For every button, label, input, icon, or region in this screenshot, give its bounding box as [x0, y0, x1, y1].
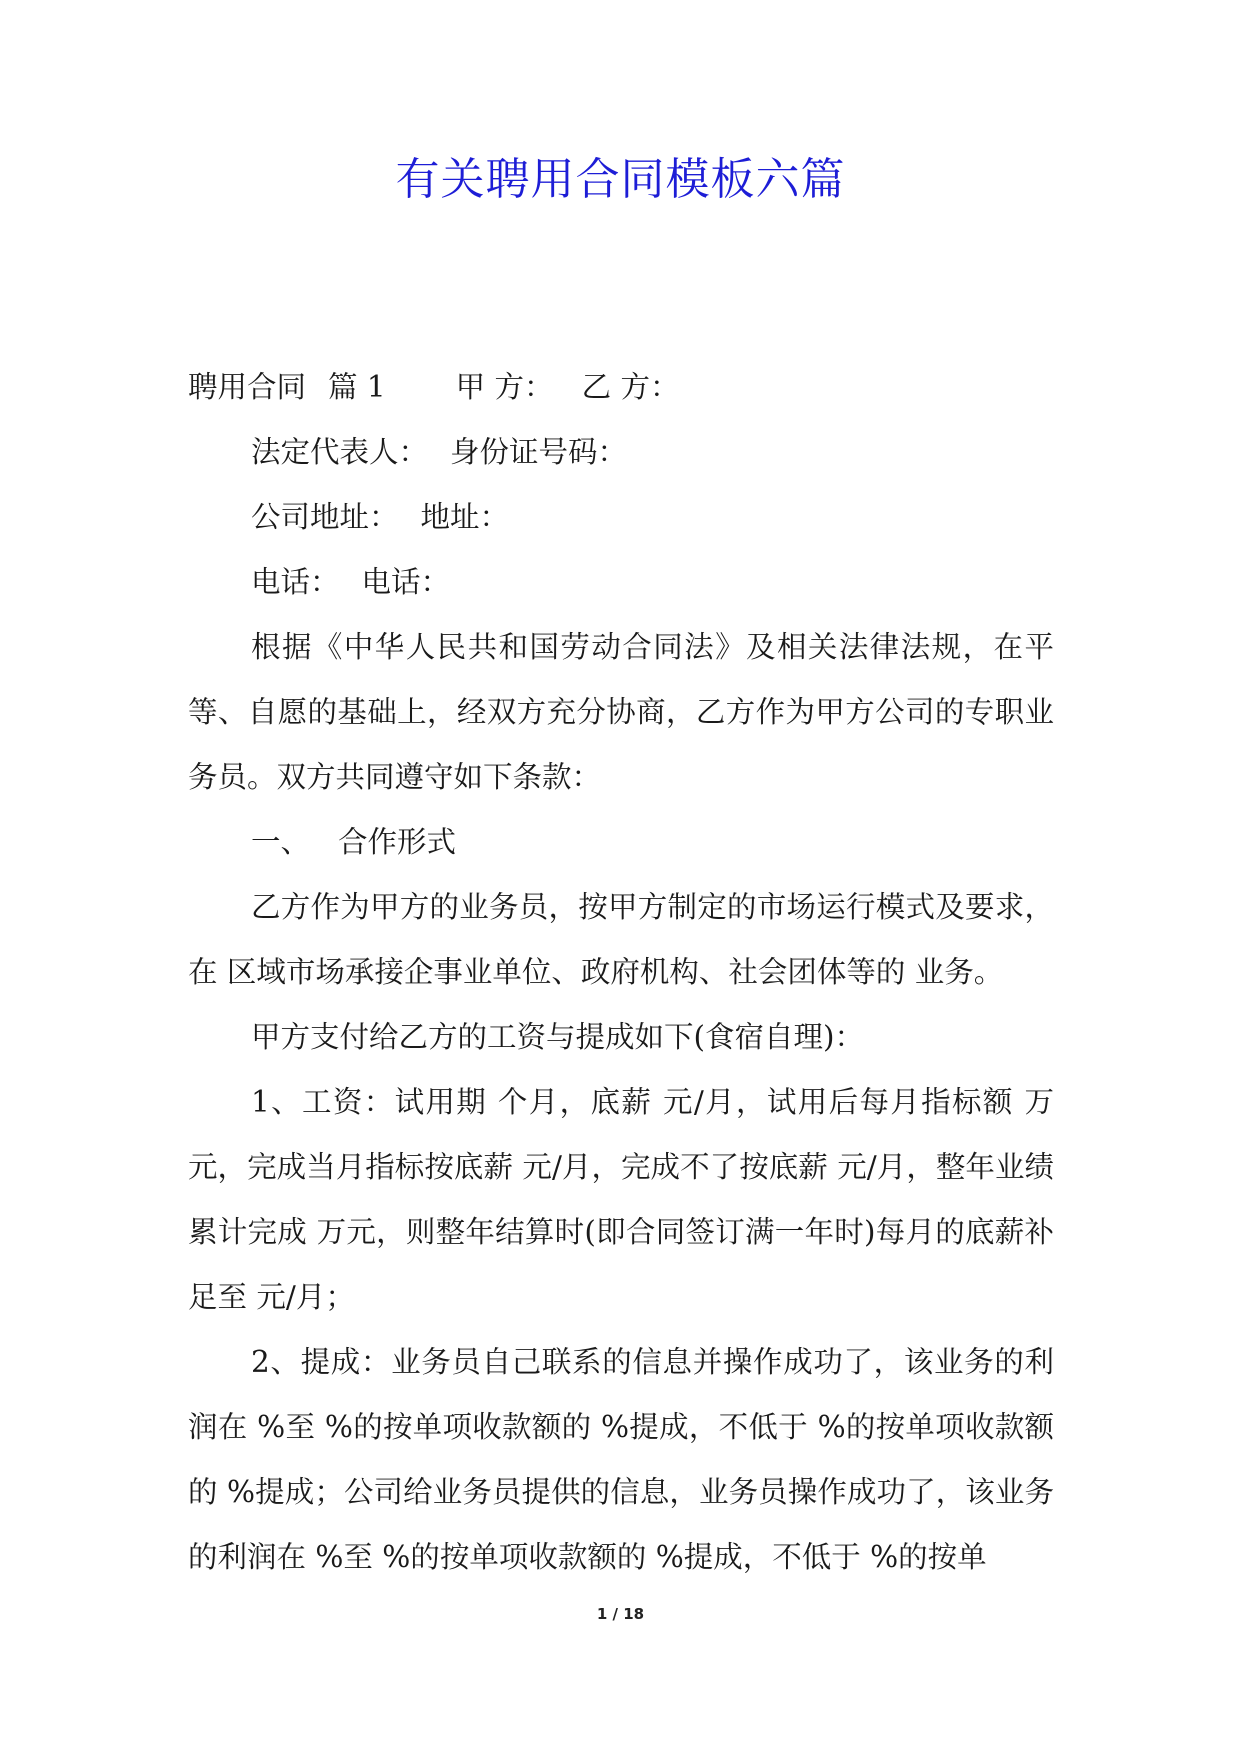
address-line: [188, 485, 1054, 550]
section-title: 合作形式: [338, 825, 457, 859]
document-body: [188, 355, 1054, 1590]
pay-intro-paragraph: 甲方支付给乙方的工资与提成如下(食宿自理)：: [251, 1020, 865, 1054]
salary-paragraph: 1、工资：试用期 个月，底薪 元/月，试用后每月指标额 万元，完成当月指标按底薪 元/月，完成不了按底薪 元/月，整年业绩累计完成 万元，则整年结算时(即合同签订满一年时)每月的底薪补足至 元/月；: [188, 1085, 1054, 1314]
phone-line: [188, 550, 1054, 615]
party-a-label: 甲 方：: [455, 370, 554, 404]
party-b-label: 乙 方：: [581, 370, 680, 404]
phone-a-label: 电话：: [251, 565, 340, 599]
commission-paragraph: 2、提成：业务员自己联系的信息并操作成功了，该业务的利润在 %至 %的按单项收款额的 %提成，不低于 %的按单项收款额的 %提成；公司给业务员提供的信息，业务员操作成功了，该业务的利润在 %至 %的按单项收款额的 %提成，不低于 %的按单: [188, 1345, 1054, 1574]
section-number: 一、: [251, 825, 311, 859]
section-heading: [188, 810, 1054, 875]
contract-label: 聘用合同: [188, 370, 307, 404]
intro-paragraph: 根据《中华人民共和国劳动合同法》及相关法律法规，在平等、自愿的基础上，经双方充分协商，乙方作为甲方公司的专职业务员。双方共同遵守如下条款：: [188, 630, 1054, 794]
id-number-label: 身份证号码：: [450, 435, 628, 469]
legal-rep-line: [188, 420, 1054, 485]
phone-b-label: 电话：: [361, 565, 451, 599]
legal-rep-label: 法定代表人：: [251, 435, 429, 469]
address-label: 地址：: [420, 500, 510, 534]
document-title: 有关聘用合同模板六篇: [395, 154, 846, 205]
contract-header-line: [188, 355, 1054, 420]
cooperation-paragraph: 乙方作为甲方的业务员，按甲方制定的市场运行模式及要求，在 区域市场承接企事业单位、政府机构、社会团体等的 业务。: [188, 890, 1054, 989]
contract-section: 篇 1: [328, 370, 386, 404]
company-address-label: 公司地址：: [251, 500, 399, 534]
page-number: 1 / 18: [596, 1605, 645, 1623]
